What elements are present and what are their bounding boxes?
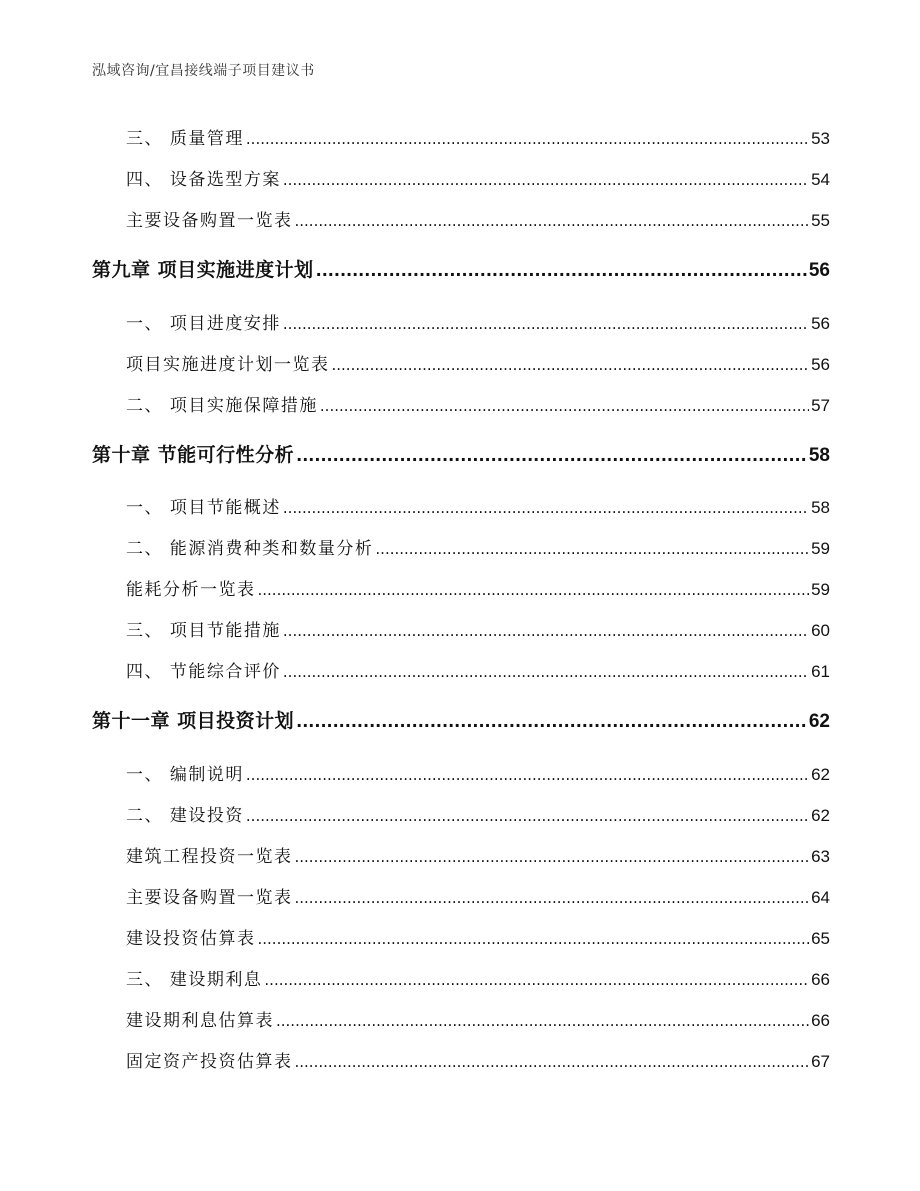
- toc-entry[interactable]: [92, 493, 830, 518]
- toc-chapter-title: 第九章 项目实施进度计划: [92, 259, 314, 281]
- dot-leader: [246, 766, 809, 784]
- dot-leader: [296, 712, 807, 731]
- toc-entry-title: 一、 项目进度安排: [126, 314, 281, 334]
- toc-entry-title: 建设投资估算表: [126, 929, 256, 949]
- toc-entry[interactable]: [92, 760, 830, 785]
- toc-entry[interactable]: [92, 616, 830, 641]
- dot-leader: [320, 397, 809, 415]
- dot-leader: [283, 622, 809, 640]
- toc-entry[interactable]: [92, 1006, 830, 1031]
- dot-leader: [246, 807, 809, 825]
- toc-entry-page: 59: [811, 580, 830, 599]
- dot-leader: [246, 130, 809, 148]
- toc-chapter-page: 56: [808, 260, 830, 281]
- toc-entry-title: 二、 建设投资: [126, 806, 244, 826]
- toc-entry-page: 65: [811, 929, 830, 948]
- toc-entry-title: 一、 编制说明: [126, 765, 244, 785]
- dot-leader: [295, 212, 810, 230]
- toc-entry[interactable]: [92, 206, 830, 231]
- dot-leader: [375, 540, 809, 558]
- toc-entry-page: 66: [811, 970, 830, 989]
- dot-leader: [283, 315, 809, 333]
- toc-entry-page: 66: [811, 1011, 830, 1030]
- dot-leader: [276, 1012, 809, 1030]
- toc-entry-page: 58: [811, 498, 830, 517]
- toc-entry-title: 能耗分析一览表: [126, 580, 256, 600]
- toc-entry-title: 主要设备购置一览表: [126, 211, 293, 231]
- dot-leader: [316, 261, 807, 280]
- toc-entry[interactable]: [92, 924, 830, 949]
- toc-entry-page: 54: [811, 170, 830, 189]
- dot-leader: [258, 581, 810, 599]
- toc-entry[interactable]: [92, 657, 830, 682]
- toc-entry-page: 59: [811, 539, 830, 558]
- toc-entry-page: 67: [811, 1052, 830, 1071]
- dot-leader: [258, 930, 810, 948]
- toc-entry[interactable]: [92, 309, 830, 334]
- toc-entry[interactable]: [92, 165, 830, 190]
- dot-leader: [264, 971, 809, 989]
- toc-entry[interactable]: [92, 965, 830, 990]
- toc-entry[interactable]: [92, 350, 830, 375]
- toc-entry[interactable]: [92, 883, 830, 908]
- toc-entry-title: 建设期利息估算表: [126, 1011, 274, 1031]
- toc-chapter-title: 第十章 节能可行性分析: [92, 444, 295, 466]
- toc-entry[interactable]: [92, 575, 830, 600]
- toc-entry[interactable]: [92, 1047, 830, 1072]
- dot-leader: [295, 848, 810, 866]
- toc-entry-page: 64: [811, 888, 830, 907]
- toc-chapter-entry[interactable]: [92, 440, 830, 467]
- toc-entry-title: 主要设备购置一览表: [126, 888, 293, 908]
- dot-leader: [283, 663, 809, 681]
- toc-chapter-page: 62: [808, 711, 830, 732]
- toc-chapter-page: 58: [808, 445, 830, 466]
- toc-entry-title: 四、 节能综合评价: [126, 662, 281, 682]
- toc-entry-title: 固定资产投资估算表: [126, 1052, 293, 1072]
- toc-entry-page: 62: [811, 765, 830, 784]
- toc-chapter-entry[interactable]: [92, 706, 830, 733]
- dot-leader: [283, 171, 809, 189]
- toc-entry[interactable]: [92, 534, 830, 559]
- toc-entry-page: 61: [811, 662, 830, 681]
- toc-entry[interactable]: [92, 391, 830, 416]
- toc-entry-page: 60: [811, 621, 830, 640]
- toc-entry-page: 56: [811, 355, 830, 374]
- toc-entry-page: 56: [811, 314, 830, 333]
- toc-chapter-title: 第十一章 项目投资计划: [92, 710, 295, 732]
- toc-entry-title: 建筑工程投资一览表: [126, 847, 293, 867]
- toc-entry-title: 项目实施进度计划一览表: [126, 355, 330, 375]
- dot-leader: [283, 499, 809, 517]
- toc-entry-page: 57: [811, 396, 830, 415]
- toc-entry[interactable]: [92, 842, 830, 867]
- toc-entry[interactable]: [92, 124, 830, 149]
- running-header: 泓域咨询/宜昌接线端子项目建议书: [92, 63, 315, 79]
- dot-leader: [295, 1053, 810, 1071]
- toc-entry-title: 四、 设备选型方案: [126, 170, 281, 190]
- toc-entry-title: 一、 项目节能概述: [126, 498, 281, 518]
- toc-entry-title: 二、 能源消费种类和数量分析: [126, 539, 374, 559]
- toc-entry-title: 三、 项目节能措施: [126, 621, 281, 641]
- toc-entry-page: 62: [811, 806, 830, 825]
- toc-entry-page: 53: [811, 129, 830, 148]
- toc-entry-title: 二、 项目实施保障措施: [126, 396, 318, 416]
- toc-entry-page: 55: [811, 211, 830, 230]
- toc-chapter-entry[interactable]: [92, 255, 830, 282]
- dot-leader: [332, 356, 810, 374]
- toc-entry-page: 63: [811, 847, 830, 866]
- toc-entry-title: 三、 建设期利息: [126, 970, 263, 990]
- dot-leader: [296, 446, 807, 465]
- dot-leader: [295, 889, 810, 907]
- toc-entry[interactable]: [92, 801, 830, 826]
- toc-entry-title: 三、 质量管理: [126, 129, 244, 149]
